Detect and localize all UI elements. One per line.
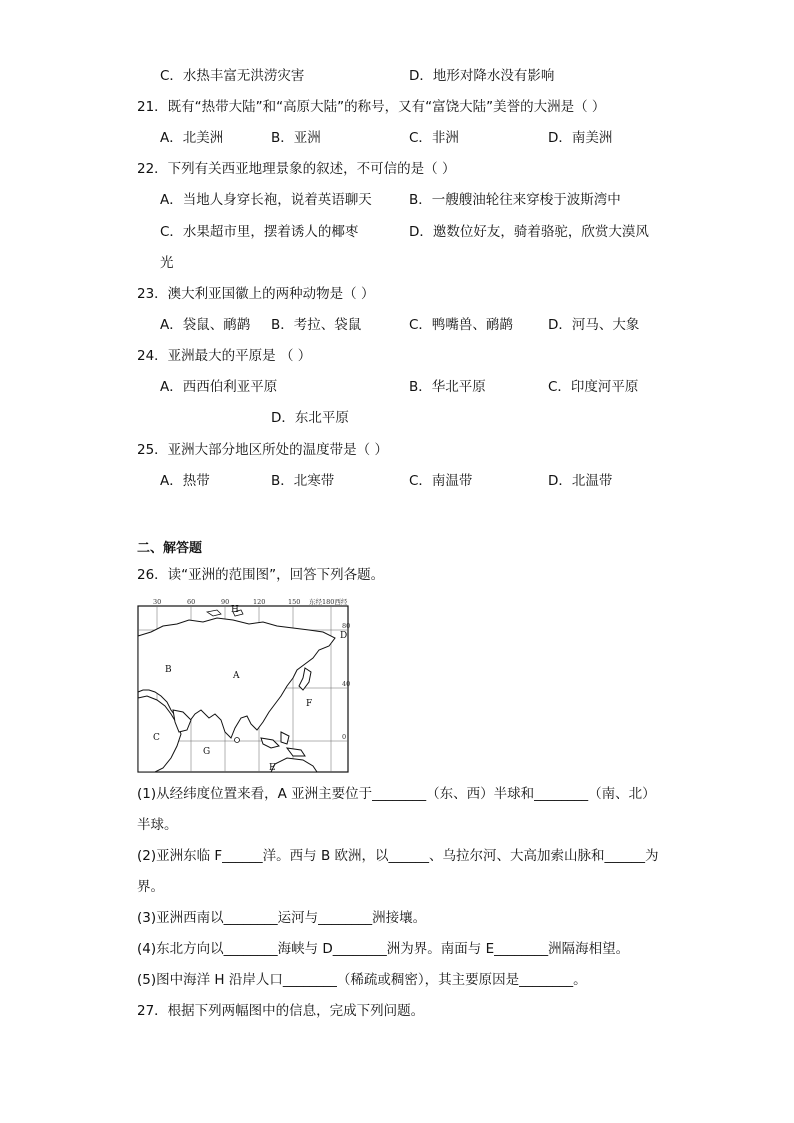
q22-stem: 22．下列有关西亚地理景象的叙述，不可信的是（ ） [137,161,456,177]
q24-option-a: A．西西伯利亚平原 [160,379,278,395]
q26-part2-line1: (2)亚洲东临 F______洋。西与 B 欧洲，以______、乌拉尔河、大高加索山脉和______为 [137,848,659,864]
q21-stem: 21．既有“热带大陆”和“高原大陆”的称号，又有“富饶大陆”美誉的大洲是（ ） [137,99,606,115]
q23-option-d: D．河马、大象 [548,317,640,333]
label-c: C [153,733,160,743]
q23-stem: 23．澳大利亚国徽上的两种动物是（ ） [137,286,375,302]
sri-lanka-island [235,738,240,743]
q23-option-a: A．袋鼠、鸸鹋 [160,317,251,333]
label-f: F [306,699,313,709]
lon-tick-150: 150 [288,598,301,606]
q24-stem: 24．亚洲最大的平原是 （ ） [137,348,312,364]
q25-stem: 25．亚洲大部分地区所处的温度带是（ ） [137,442,388,458]
label-e: E [269,763,276,773]
q22-option-b: B．一艘艘油轮往来穿梭于波斯湾中 [409,192,621,208]
lon-tick-30: 30 [153,598,162,606]
q26-part3: (3)亚洲西南以________运河与________洲接壤。 [137,910,427,926]
q27-stem: 27．根据下列两幅图中的信息，完成下列问题。 [137,1003,425,1019]
section-title: 二、解答题 [137,541,203,556]
q25-option-b: B．北寒带 [271,473,335,489]
q22-option-d: D．邀数位好友，骑着骆驼，欣赏大漠风 [409,224,649,240]
q25-option-c: C．南温带 [409,473,473,489]
q21-option-c: C．非洲 [409,130,459,146]
label-a: A [233,671,240,681]
lat-tick-0: 0 [342,733,347,741]
q25-option-a: A．热带 [160,473,210,489]
q25-option-d: D．北温带 [548,473,613,489]
q23-option-c: C．鸭嘴兽、鸸鹋 [409,317,513,333]
q21-option-b: B．亚洲 [271,130,321,146]
label-g: G [203,747,211,757]
q20-option-d: D．地形对降水没有影响 [409,68,555,84]
q24-option-c: C．印度河平原 [548,379,639,395]
lon-tick-60: 60 [187,598,196,606]
q26-part1-line2: 半球。 [137,817,178,833]
lat-tick-80: 80 [342,622,351,630]
q21-option-d: D．南美洲 [548,130,613,146]
q22-option-a: A．当地人身穿长袍，说着英语聊天 [160,192,372,208]
label-d: D [340,631,348,641]
q20-option-c: C．水热丰富无洪涝灾害 [160,68,305,84]
q26-part2-line2: 界。 [137,879,164,895]
q26-stem: 26．读“亚洲的范围图”，回答下列各题。 [137,567,385,583]
asia-range-map [137,598,353,774]
q26-part1-line1: (1)从经纬度位置来看，A 亚洲主要位于________（东、西）半球和________（南、北） [137,786,656,802]
q24-option-d: D．东北平原 [271,410,349,426]
q26-part4: (4)东北方向以________海峡与 D________洲为界。南面与 E________洲隔海相望。 [137,941,630,957]
lon-tick-90: 90 [221,598,230,606]
lat-tick-40: 40 [342,680,351,688]
q22-option-d-continued: 光 [160,255,174,271]
q22-option-c: C．水果超市里，摆着诱人的椰枣 [160,224,359,240]
q23-option-b: B．考拉、袋鼠 [271,317,362,333]
label-b: B [165,665,172,675]
q26-part5: (5)图中海洋 H 沿岸人口________（稀疏或稠密），其主要原因是________。 [137,972,587,988]
q21-option-a: A．北美洲 [160,130,224,146]
lon-tick-120: 120 [253,598,266,606]
q24-option-b: B．华北平原 [409,379,486,395]
asia-map-svg [137,598,353,774]
lon-tick-180: 东经180西经 [309,598,348,606]
label-h: H [231,605,239,615]
